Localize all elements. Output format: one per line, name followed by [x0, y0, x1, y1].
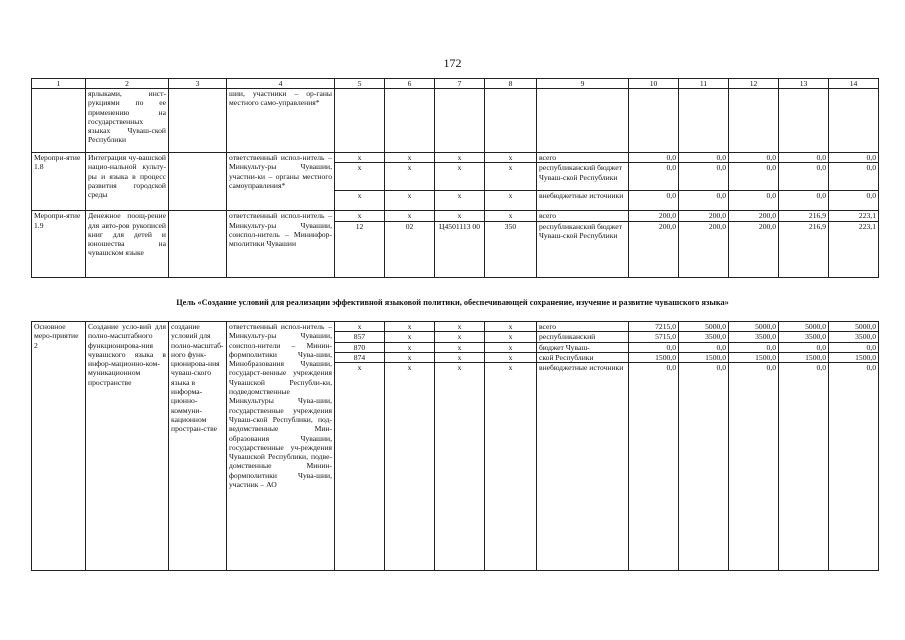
- cell-source: бюджет Чуваш-: [537, 342, 629, 352]
- cell-value: 0,0: [629, 153, 679, 163]
- cell-value: 223,1: [829, 211, 879, 221]
- cell-value: 0,0: [779, 363, 829, 571]
- cell-value: 1500,0: [829, 352, 879, 362]
- cell-source: внебюджетные источники: [537, 191, 629, 211]
- cell-grbs: 870: [335, 342, 385, 352]
- cell-rzpr: x: [385, 191, 435, 211]
- cell-vr: x: [485, 163, 537, 191]
- cell-value: 0,0: [729, 163, 779, 191]
- cell-value: 1500,0: [679, 352, 729, 362]
- cell-value: 1500,0: [629, 352, 679, 362]
- measure-title: Интеграция чу-вашской нацио-нальной культу-ры и языка в процесс развития городской среды: [86, 153, 169, 211]
- table-row-main-2: [32, 322, 879, 332]
- cell-csr: x: [435, 153, 485, 163]
- cell-value: 200,0: [729, 221, 779, 277]
- column-number-6: 6: [385, 79, 435, 89]
- column-number-4: 4: [227, 79, 335, 89]
- column-number-13: 13: [779, 79, 829, 89]
- cell-value: 200,0: [679, 221, 729, 277]
- cell-value: 0,0: [829, 342, 879, 352]
- cell-value: 5000,0: [729, 322, 779, 332]
- cell-csr: x: [435, 191, 485, 211]
- cell-value: 0,0: [679, 342, 729, 352]
- cell-rzpr: x: [385, 342, 435, 352]
- cell-csr: x: [435, 211, 485, 221]
- cell-value: 0,0: [829, 163, 879, 191]
- cell-value: 200,0: [729, 211, 779, 221]
- cell-value: 0,0: [729, 153, 779, 163]
- column-number-3: 3: [169, 79, 227, 89]
- cell-value: 7215,0: [629, 322, 679, 332]
- goal-heading: Цель «Создание условий для реализации эффективной языковой политики, обеспечивающей сохранение, изучение и развитие чувашского языка»: [176, 298, 729, 307]
- cell-vr: x: [485, 322, 537, 332]
- column-number-5: 5: [335, 79, 385, 89]
- cell-value: 0,0: [629, 191, 679, 211]
- cell-csr: x: [435, 363, 485, 571]
- cell-col2: ярлыками, инст-рукциями по ее применению на государственных языках Чуваш-ской Республики: [86, 89, 169, 153]
- measure-number: Меропри-ятие 1.9: [32, 211, 86, 277]
- cell-grbs: 857: [335, 332, 385, 342]
- cell-col4: шии, участники – ор-ганы местного само-управления*: [227, 89, 335, 153]
- cell-rzpr: x: [385, 363, 435, 571]
- cell-csr: x: [435, 332, 485, 342]
- cell-value: 0,0: [629, 342, 679, 352]
- cell-csr: Ц4501113 00: [435, 221, 485, 277]
- cell-value: 0,0: [729, 191, 779, 211]
- column-number-9: 9: [537, 79, 629, 89]
- cell-value: 5000,0: [779, 322, 829, 332]
- cell-vr: x: [485, 363, 537, 571]
- cell-grbs: x: [335, 322, 385, 332]
- cell-value: 216,9: [779, 221, 829, 277]
- cell-vr: x: [485, 191, 537, 211]
- cell-vr: x: [485, 211, 537, 221]
- cell-value: 0,0: [679, 363, 729, 571]
- measure-executors: ответственный испол-нитель – Минкульту-ры Чувашии, участни-ки – органы местного самоуправления*: [227, 153, 335, 211]
- cell-rzpr: x: [385, 211, 435, 221]
- column-number-2: 2: [86, 79, 169, 89]
- cell-rzpr: x: [385, 322, 435, 332]
- column-number-10: 10: [629, 79, 679, 89]
- cell-csr: x: [435, 342, 485, 352]
- measure-result: [169, 153, 227, 211]
- column-number-12: 12: [729, 79, 779, 89]
- cell-grbs: 12: [335, 221, 385, 277]
- table-row-measure-1-8: [32, 153, 879, 163]
- cell-grbs: x: [335, 211, 385, 221]
- cell-value: 0,0: [829, 153, 879, 163]
- cell-grbs: x: [335, 153, 385, 163]
- cell-value: 5000,0: [679, 322, 729, 332]
- cell-rzpr: x: [385, 153, 435, 163]
- cell-value: 0,0: [829, 363, 879, 571]
- cell-value: 216,9: [779, 211, 829, 221]
- measure-title: Создание усло-вий для полно-масштабного функционирова-ния чувашского языка в инфор-мационно-ком-муникационном пространстве: [86, 322, 169, 571]
- cell-value: 0,0: [679, 163, 729, 191]
- cell-csr: x: [435, 352, 485, 362]
- column-number-7: 7: [435, 79, 485, 89]
- cell-value: 0,0: [779, 163, 829, 191]
- cell-value: 1500,0: [729, 352, 779, 362]
- cell-vr: x: [485, 342, 537, 352]
- cell-source: всего: [537, 153, 629, 163]
- cell-value: 3500,0: [679, 332, 729, 342]
- cell-grbs: 874: [335, 352, 385, 362]
- cell-value: 0,0: [729, 342, 779, 352]
- cell-vr: x: [485, 352, 537, 362]
- program-table-bottom: [31, 321, 879, 571]
- cell-csr: x: [435, 163, 485, 191]
- cell-value: 3500,0: [829, 332, 879, 342]
- cell-value: 3500,0: [779, 332, 829, 342]
- cell-value: 0,0: [779, 191, 829, 211]
- cell-value: 0,0: [679, 191, 729, 211]
- cell-source: республиканский бюджет Чуваш-ской Республики: [537, 221, 629, 277]
- cell-grbs: x: [335, 363, 385, 571]
- cell-value: 0,0: [729, 363, 779, 571]
- table-row-continuation: [32, 89, 879, 153]
- cell-value: 5715,0: [629, 332, 679, 342]
- column-number-8: 8: [485, 79, 537, 89]
- cell-value: 0,0: [779, 153, 829, 163]
- cell-col3: [169, 89, 227, 153]
- cell-source: ской Республики: [537, 352, 629, 362]
- cell-col1: [32, 89, 86, 153]
- measure-executors: ответственный испол-нитель – Минкульту-ры Чувашии, соиспол-нитель – Мининфор-мполитики Чувашии: [227, 211, 335, 277]
- column-number-1: 1: [32, 79, 86, 89]
- cell-value: 0,0: [779, 342, 829, 352]
- cell-vr: x: [485, 332, 537, 342]
- cell-source: всего: [537, 211, 629, 221]
- cell-value: 0,0: [829, 191, 879, 211]
- table-row-measure-1-9: [32, 211, 879, 221]
- column-number-11: 11: [679, 79, 729, 89]
- cell-source: всего: [537, 322, 629, 332]
- cell-grbs: x: [335, 163, 385, 191]
- cell-value: 200,0: [629, 211, 679, 221]
- cell-rzpr: x: [385, 352, 435, 362]
- measure-result: создание условий для полно-масштаб-ного функ-ционирова-ния чуваш-ского языка в информа-ционно-коммуни-кационном простран-стве: [169, 322, 227, 571]
- cell-value: 0,0: [679, 153, 729, 163]
- cell-vr: 350: [485, 221, 537, 277]
- measure-title: Денежное поощ-рение для авто-ров рукописей книг для детей и юношества на чувашском языке: [86, 211, 169, 277]
- measure-executors: ответственный испол-нитель – Минкульту-ры Чувашии, соиспол-нители – Минин-формполитики Чува-шии, Минобразования Чувашии, государст-венные учреждения Чувашской Республи-ки, подведомственные Минкультуры Чува-шии, государственные учреждения Чуваш-ской Республики, под-ведомственные Мин-образования Чувашии, государственные уч-реждения Чувашской Республики, подве-домственные Минин-формполитики Чува-шии, участник – АО: [227, 322, 335, 571]
- cell-source: республиканский: [537, 332, 629, 342]
- measure-number: Основное меро-приятие 2: [32, 322, 86, 571]
- cell-source: республиканский бюджет Чуваш-ской Республики: [537, 163, 629, 191]
- measure-result: [169, 211, 227, 277]
- page-number: 172: [443, 56, 462, 70]
- cell-value: 0,0: [629, 363, 679, 571]
- program-table-top: [31, 78, 879, 278]
- cell-value: 1500,0: [779, 352, 829, 362]
- cell-grbs: x: [335, 191, 385, 211]
- cell-rzpr: x: [385, 163, 435, 191]
- cell-csr: x: [435, 322, 485, 332]
- cell-source: внебюджетные источники: [537, 363, 629, 571]
- cell-rzpr: 02: [385, 221, 435, 277]
- cell-value: 200,0: [629, 221, 679, 277]
- measure-number: Меропри-ятие 1.8: [32, 153, 86, 211]
- cell-value: 3500,0: [729, 332, 779, 342]
- cell-rzpr: x: [385, 332, 435, 342]
- cell-value: 223,1: [829, 221, 879, 277]
- cell-value: 200,0: [679, 211, 729, 221]
- cell-value: 0,0: [629, 163, 679, 191]
- column-number-row: [32, 79, 879, 89]
- column-number-14: 14: [829, 79, 879, 89]
- cell-value: 5000,0: [829, 322, 879, 332]
- cell-vr: x: [485, 153, 537, 163]
